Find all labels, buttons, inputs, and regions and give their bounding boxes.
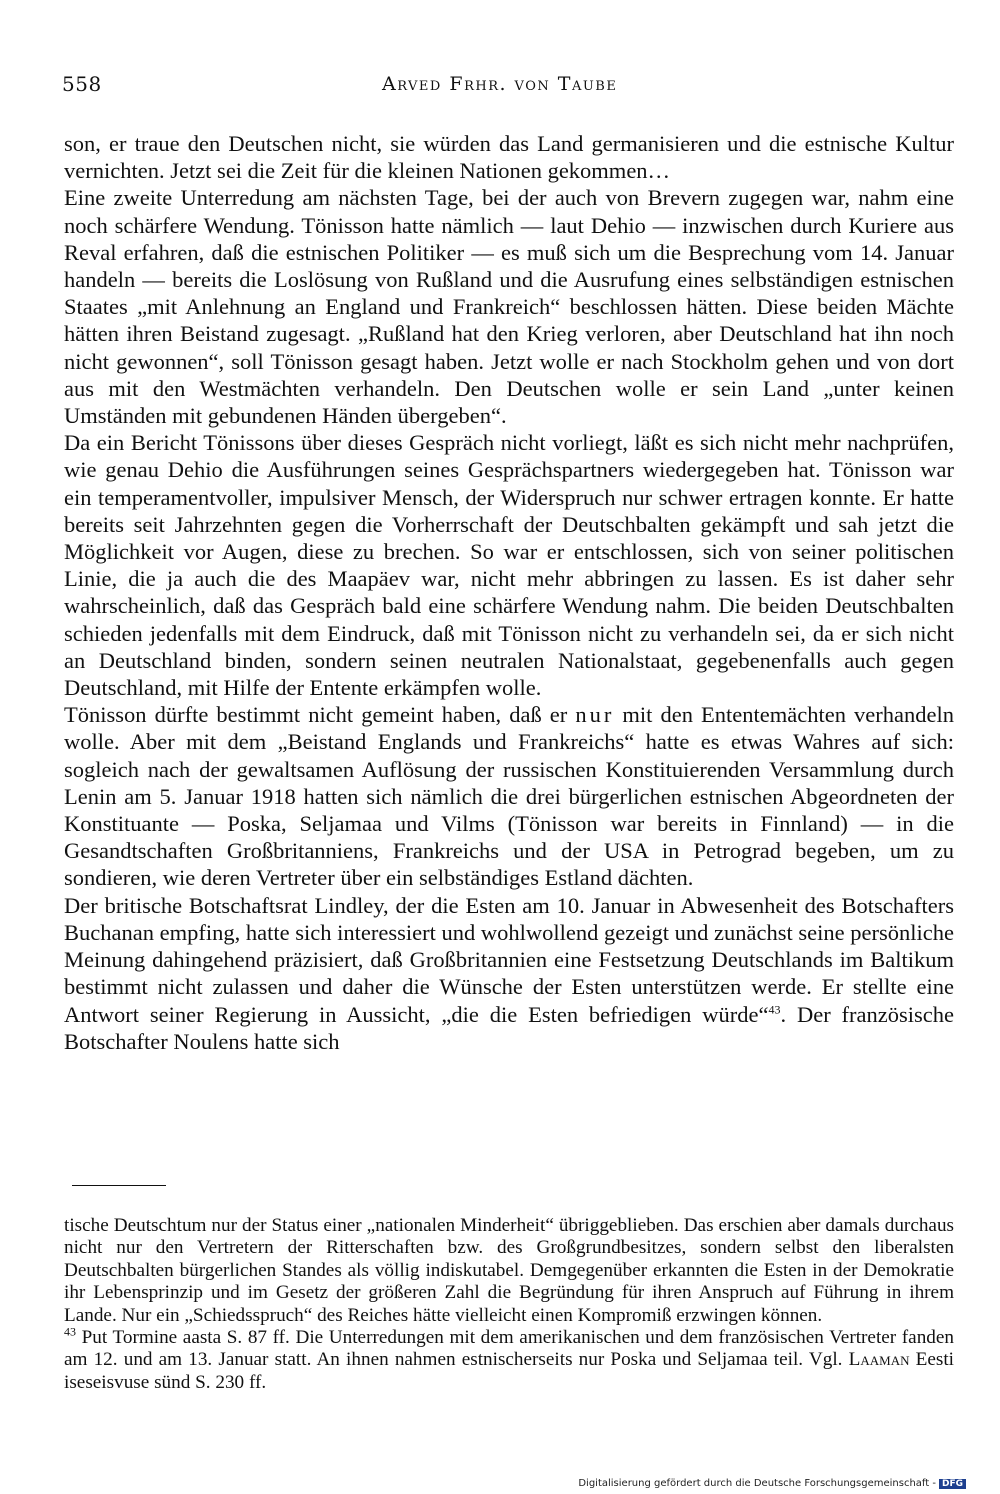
text-span: Der britische Botschaftsrat Lindley, der die Esten am 10. Januar in Abwesenheit des Botschafters Buchanan empfing, hatte sich interessiert und wohlwollend gezeigt und zunächst seine persönliche Meinung dahingehend präzisiert, daß Großbritannien eine Festsetzung Deutschlands im Baltikum bestimmt nicht zulassen und daher die Wünsche der Esten unterstützen werde. Er stellte eine Antwort seiner Regierung in Aussicht, „die die Esten befriedigen würde“ <box>64 892 954 1027</box>
footnote-rule <box>72 1185 166 1186</box>
paragraph <box>64 701 954 891</box>
paragraph: son, er traue den Deutschen nicht, sie würden das Land germanisieren und die estnische Kultur vernichten. Jetzt sei die Zeit für die kleinen Nationen gekommen… <box>64 131 954 184</box>
main-text <box>64 130 954 1055</box>
text-span: mit den Ententemächten verhandeln wolle. Aber mit dem „Beistand Englands und Frankreichs“ hatte es etwas Wahres auf sich: sogleich nach der gewaltsamen Auflösung der russischen Konstituierenden Versammlung durch Lenin am 5. Januar 1918 hatten sich nämlich die drei bürgerlichen estnischen Abgeordneten der Konstituante — Poska, Seljamaa und Vilms (Tönisson war bereits in Finnland) — in die Gesandtschaften Großbritanniens, Frankreichs und der USA in Petrograd begeben, um zu sondieren, wie deren Vertreter über ein selbständiges Estland dächten. <box>64 702 955 891</box>
footnote-continuation: tische Deutschtum nur der Status einer „nationalen Minderheit“ übriggeblieben. Das erschien aber damals durchaus nicht nur den Vertretern der Ritterschaften bzw. des Großgrundbesitzes, sondern selbst den liberalsten Deutschbalten bürgerlichen Standes als völlig indiskutabel. Demgegenüber erkannten die Esten in der Demokratie ihr Lebensprinzip und im Gesetz der größeren Zahl die Begründung für ihren Anspruch auf Führung in ihrem Lande. Nur ein „Schiedsspruch“ des Reiches hätte vielleicht einen Kompromiß erzwingen können. <box>64 1215 954 1326</box>
footnotes <box>64 1215 954 1394</box>
footnote-number: 43 <box>64 1324 76 1339</box>
paragraph: Eine zweite Unterredung am nächsten Tage, bei der auch von Brevern zugegen war, nahm eine noch schärfere Wendung. Tönisson hatte nämlich — laut Dehio — inzwischen durch Kuriere aus Reval erfahren, daß die estnischen Politiker — es muß sich um die Besprechung vom 14. Januar handeln — bereits die Loslösung von Rußland und die Ausrufung eines selbständigen estnischen Staates „mit Anlehnung an England und Frankreich“ beschlossen hätten. Diese beiden Mächte hätten ihren Beistand zugesagt. „Rußland hat den Krieg verloren, aber Deutschland hat ihn noch nicht gewonnen“, soll Tönisson gesagt haben. Jetzt wolle er nach Stockholm gehen und von dort aus mit den Westmächten verhandeln. Den Deutschen wolle er sein Land „unter keinen Umständen mit gebundenen Händen übergeben“. <box>64 185 954 429</box>
page-header <box>62 72 942 102</box>
emphasis: nur <box>575 702 615 728</box>
digitization-credit <box>578 1478 966 1489</box>
footnote-text: Eesti iseseisvuse sünd S. 230 ff. <box>64 1349 955 1393</box>
footnote-reference: 43 <box>768 1002 781 1016</box>
text-span: Tönisson dürfte bestimmt nicht gemeint haben, daß er <box>64 702 568 728</box>
text-span: . Der französische Botschafter Noulens hatte sich <box>64 1001 954 1054</box>
running-head: Arved Frhr. von Taube <box>382 73 618 95</box>
dfg-logo: DFG <box>939 1479 966 1489</box>
paragraph: Da ein Bericht Tönissons über dieses Gespräch nicht vorliegt, läßt es sich nicht mehr nachprüfen, wie genau Dehio die Ausführungen seines Gesprächspartners wiedergegeben hat. Tönisson war ein temperamentvoller, impulsiver Mensch, der Widerspruch nur schwer ertragen konnte. Er hatte bereits seit Jahrzehnten gegen die Vorherrschaft der Deutschbalten gekämpft und sah jetzt die Möglichkeit vor Augen, diese zu brechen. So war er entschlossen, sich von seiner politischen Linie, die ja auch die des Maapäev war, nicht mehr abbringen zu lassen. Es ist daher sehr wahrscheinlich, daß das Gespräch bald eine schärfere Wendung nahm. Die beiden Deutschbalten schieden jedenfalls mit dem Eindruck, daß mit Tönisson nicht zu verhandeln sei, da er sich nicht an Deutschland binden, sondern seinen neutralen Nationalstaat, gegebenenfalls auch gegen Deutschland, mit Hilfe der Entente erkämpfen wolle. <box>64 430 954 701</box>
footnote-text: Put Tormine aasta S. 87 ff. Die Unterredungen mit dem amerikanischen und dem französischen Vertreter fanden am 12. und am 13. Januar statt. An ihnen nahmen estnischerseits nur Poska und Seljamaa teil. Vgl. <box>64 1327 954 1371</box>
credit-text: Digitalisierung gefördert durch die Deutsche Forschungsgemeinschaft - <box>578 1478 936 1489</box>
footnote <box>64 1324 955 1394</box>
paragraph <box>64 892 954 1055</box>
page-number: 558 <box>62 72 102 96</box>
footnote-author: Laaman <box>848 1349 910 1371</box>
